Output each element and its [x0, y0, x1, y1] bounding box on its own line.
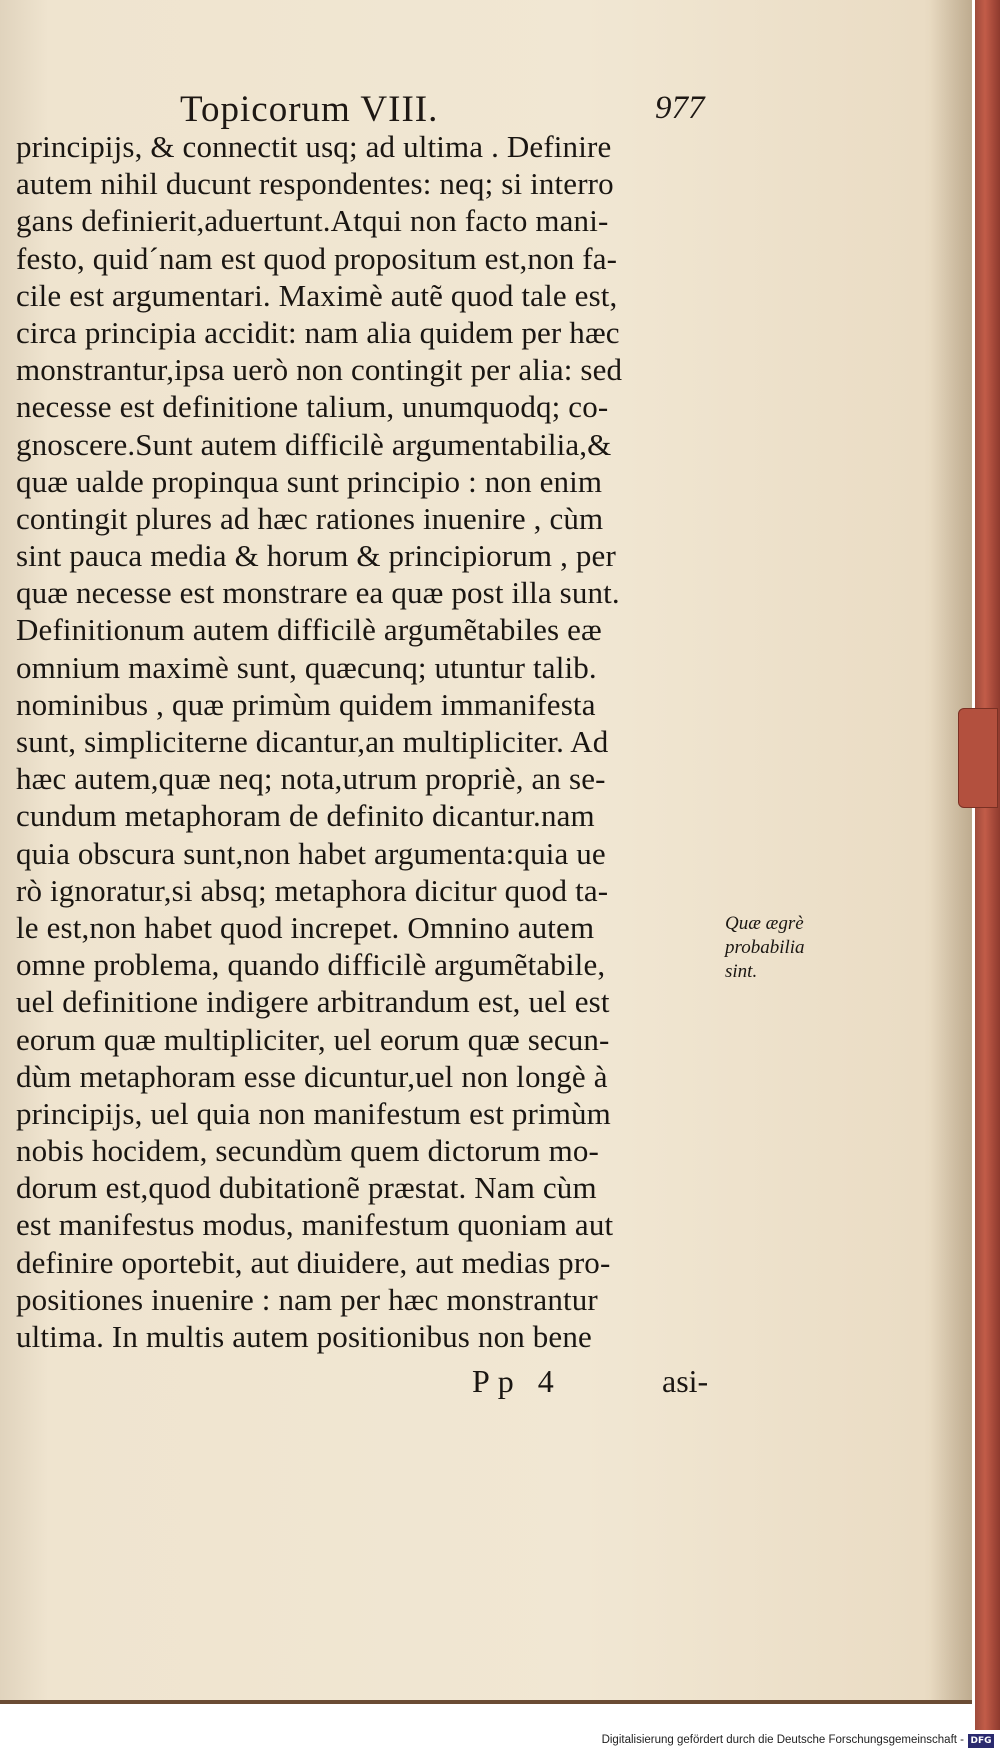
marginal-note-line: Quæ ægrè	[725, 913, 804, 934]
text-line: monstrantur,ipsa uerò non contingit per alia: sed	[16, 352, 623, 388]
text-line: sunt, simpliciterne dicantur,an multipliciter. Ad	[16, 724, 609, 759]
text-line: quæ ualde propinqua sunt principio : non enim	[16, 463, 603, 499]
marginal-note-line: probabilia	[725, 937, 805, 958]
text-line: Definitionum autem difficilè argumẽtabiles eæ	[16, 612, 602, 648]
text-line: uel definitione indigere arbitrandum est, uel est	[16, 984, 610, 1020]
text-line: sint pauca media & horum & principiorum , per	[16, 538, 616, 574]
text-line: gans definierit,aduertunt.Atqui non facto mani-	[16, 203, 609, 239]
body-text	[16, 128, 736, 1355]
signature-mark: Pp 4	[472, 1363, 562, 1399]
text-line: principijs, uel quia non manifestum est primùm	[16, 1095, 611, 1131]
text-line: autem nihil ducunt respondentes: neq; si interro	[16, 166, 614, 202]
text-line: dorum est,quod dubitationẽ præstat. Nam cùm	[16, 1170, 597, 1206]
text-line: le est,non habet quod increpet. Omnino autem	[16, 909, 595, 945]
running-head-title: Topicorum VIII.	[180, 89, 439, 130]
page-shadow	[930, 0, 972, 1700]
dfg-logo-icon: DFG	[968, 1734, 994, 1748]
page-number: 977	[655, 90, 705, 126]
book-edge	[975, 0, 1000, 1730]
text-line: necesse est definitione talium, unumquodq; co-	[16, 389, 609, 425]
text-line: nobis hocidem, secundùm quem dictorum mo-	[16, 1133, 599, 1169]
text-line: contingit plures ad hæc rationes inuenire , cùm	[16, 500, 604, 536]
text-line: hæc autem,quæ neq; nota,utrum propriè, an se-	[16, 761, 606, 797]
text-line: omne problema, quando difficilè argumẽtabile,	[16, 947, 606, 983]
text-line: gnoscere.Sunt autem difficilè argumentabilia,&	[16, 426, 612, 462]
text-line: cundum metaphoram de definito dicantur.nam	[16, 798, 595, 834]
digitization-footer	[0, 1731, 1000, 1754]
text-line: cile est argumentari. Maximè autẽ quod tale est,	[16, 277, 618, 313]
text-line: festo, quid´nam est quod propositum est,non fa-	[16, 240, 618, 276]
text-line: positiones inuenire : nam per hæc monstrantur	[16, 1281, 598, 1317]
text-line: dùm metaphoram esse dicuntur,uel non longè à	[16, 1058, 608, 1094]
marginal-note-line: sint.	[725, 961, 758, 982]
text-line: ultima. In multis autem positionibus non bene	[16, 1319, 592, 1354]
text-line: principijs, & connectit usq; ad ultima . Definire	[16, 129, 612, 164]
text-line: est manifestus modus, manifestum quoniam aut	[16, 1207, 614, 1243]
marginal-note	[725, 912, 830, 984]
footer-credit: Digitalisierung gefördert durch die Deutsche Forschungsgemeinschaft -	[601, 1734, 964, 1746]
text-line: rò ignoratur,si absq; metaphora dicitur quod ta-	[16, 872, 609, 908]
text-line: quæ necesse est monstrare ea quæ post illa sunt.	[16, 575, 620, 611]
text-line: omnium maximè sunt, quæcunq; utuntur talib.	[16, 649, 597, 685]
catchword: asi-	[662, 1363, 709, 1399]
text-line: nominibus , quæ primùm quidem immanifesta	[16, 686, 596, 722]
text-line: eorum quæ multipliciter, uel eorum quæ secun-	[16, 1021, 610, 1057]
text-line: circa principia accidit: nam alia quidem per hæc	[16, 314, 620, 350]
book-tab-marker	[958, 708, 998, 808]
text-line: definire oportebit, aut diuidere, aut medias pro-	[16, 1244, 611, 1280]
text-line: quia obscura sunt,non habet argumenta:quia ue	[16, 835, 606, 871]
